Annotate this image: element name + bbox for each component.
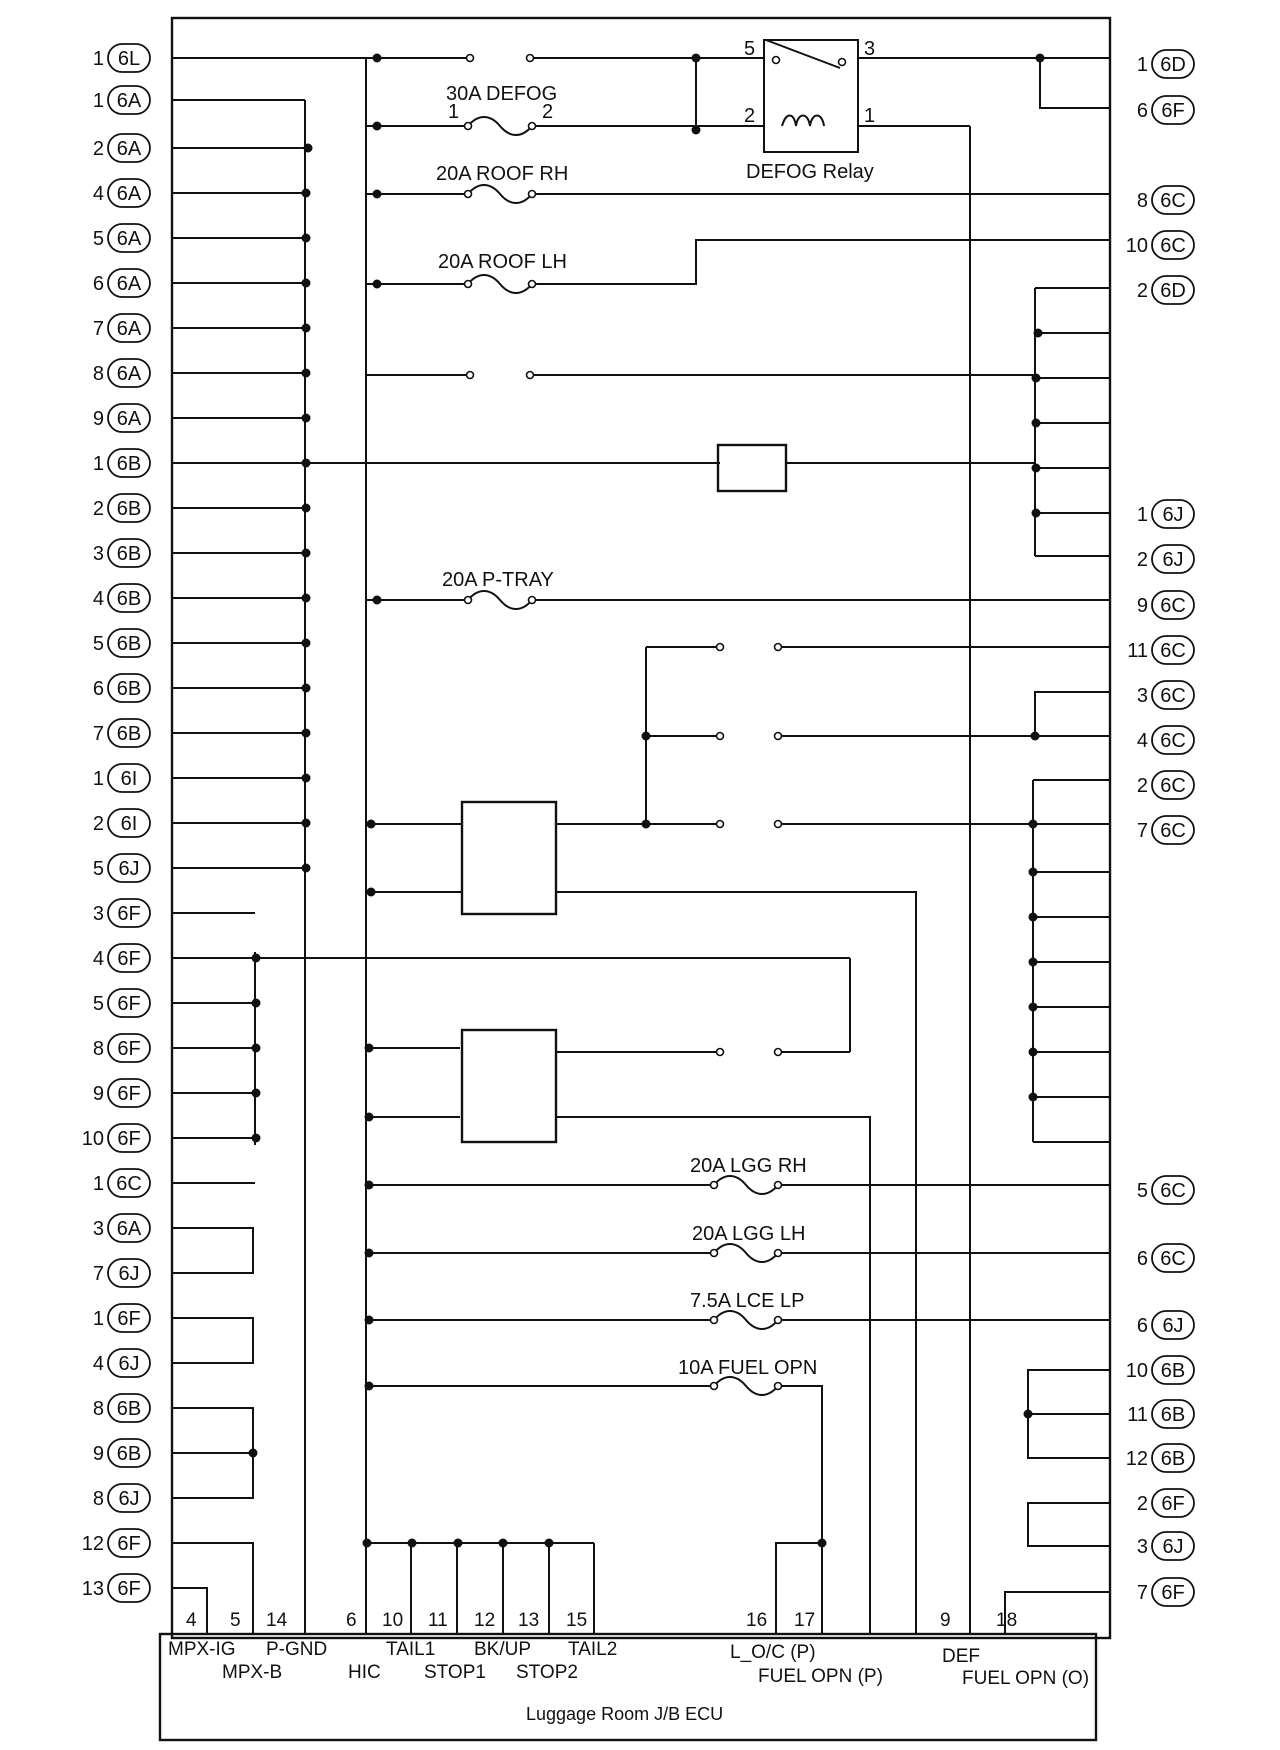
ecu-label-p-gnd: P-GND bbox=[266, 1639, 328, 1660]
connector-id: 6C bbox=[1160, 595, 1186, 617]
connector-pin-number: 7 bbox=[92, 1263, 104, 1285]
connector-pin-number: 1 bbox=[92, 1173, 104, 1195]
ecu-pin: 15 bbox=[566, 1610, 588, 1631]
connector-pin-number: 4 bbox=[92, 948, 104, 970]
connector-id: 6C bbox=[1160, 730, 1186, 752]
ecu-terminal-labels bbox=[168, 1639, 1089, 1724]
connector-id: 6A bbox=[116, 138, 142, 160]
connector-pin-number: 5 bbox=[1136, 1180, 1148, 1202]
right-connector bbox=[1137, 591, 1194, 619]
ecu-pin: 6 bbox=[346, 1610, 357, 1631]
connector-pin-number: 4 bbox=[92, 183, 104, 205]
left-connector bbox=[82, 1124, 150, 1152]
left-connector bbox=[93, 854, 150, 882]
connector-id: 6A bbox=[116, 1218, 142, 1240]
connector-id: 6B bbox=[116, 498, 142, 520]
connector-pin-number: 1 bbox=[1136, 504, 1148, 526]
connector-id: 6C bbox=[116, 1173, 142, 1195]
ecu-pin: 10 bbox=[382, 1610, 404, 1631]
right-connector bbox=[1137, 1311, 1194, 1339]
connector-id: 6I bbox=[120, 768, 138, 790]
left-connector bbox=[93, 719, 150, 747]
connector-pin-number: 11 bbox=[1127, 640, 1148, 662]
right-wiring bbox=[532, 58, 1110, 1634]
connector-pin-number: 7 bbox=[92, 723, 104, 745]
fuse-pin-a: 1 bbox=[448, 101, 460, 123]
left-connector bbox=[93, 1214, 150, 1242]
ecu-label-l-o-c: L_O/C (P) bbox=[730, 1642, 816, 1663]
connector-pin-number: 4 bbox=[92, 1353, 104, 1375]
ecu-pin: 13 bbox=[518, 1610, 540, 1631]
connector-pin-number: 2 bbox=[92, 138, 104, 160]
connector-id: 6B bbox=[116, 678, 142, 700]
right-connector bbox=[1127, 1400, 1194, 1428]
right-connector bbox=[1137, 681, 1194, 709]
ecu-label-mpx-b: MPX-B bbox=[222, 1662, 283, 1683]
ecu-label-fuel-opn-p: FUEL OPN (P) bbox=[758, 1666, 883, 1687]
left-connector bbox=[93, 1169, 150, 1197]
connector-id: 6B bbox=[116, 543, 142, 565]
connector-pin-number: 8 bbox=[92, 1488, 104, 1510]
left-connector bbox=[93, 944, 150, 972]
connector-pin-number: 8 bbox=[92, 363, 104, 385]
right-connector bbox=[1137, 276, 1194, 304]
connector-id: 6F bbox=[117, 903, 141, 925]
left-connector bbox=[93, 809, 150, 837]
fuse-label-30a-defog: 30A DEFOG bbox=[446, 83, 558, 105]
left-connector bbox=[93, 674, 150, 702]
connector-pin-number: 5 bbox=[92, 858, 104, 880]
connector-pin-number: 3 bbox=[92, 903, 104, 925]
right-connector bbox=[1137, 1489, 1194, 1517]
connector-pin-number: 7 bbox=[1136, 1582, 1148, 1604]
connector-id: 6F bbox=[117, 1128, 141, 1150]
connector-pin-number: 8 bbox=[92, 1398, 104, 1420]
connector-pin-number: 2 bbox=[1136, 549, 1148, 571]
connector-id: 6C bbox=[1160, 1180, 1186, 1202]
right-connector bbox=[1137, 500, 1194, 528]
connector-id: 6C bbox=[1160, 640, 1186, 662]
ecu-pin: 14 bbox=[266, 1610, 288, 1631]
left-connector bbox=[93, 1394, 150, 1422]
connector-pin-number: 2 bbox=[92, 498, 104, 520]
fuse-label-20a-p-tray: 20A P-TRAY bbox=[442, 569, 554, 591]
connector-pin-number: 6 bbox=[1136, 1315, 1148, 1337]
connector-pin-number: 6 bbox=[1136, 100, 1148, 122]
ecu-pin-numbers bbox=[186, 1610, 1017, 1631]
right-connector bbox=[1126, 1356, 1194, 1384]
modules bbox=[462, 445, 786, 1142]
connector-id: 6A bbox=[116, 408, 142, 430]
right-connector bbox=[1137, 1578, 1194, 1606]
connector-id: 6B bbox=[116, 633, 142, 655]
ecu-label-stop1: STOP1 bbox=[424, 1662, 486, 1683]
connector-pin-number: 4 bbox=[92, 588, 104, 610]
ecu-pin: 12 bbox=[474, 1610, 496, 1631]
connector-pin-number: 6 bbox=[92, 273, 104, 295]
connector-id: 6B bbox=[116, 453, 142, 475]
right-connector-labels bbox=[1126, 50, 1194, 1606]
connector-pin-number: 6 bbox=[92, 678, 104, 700]
connector-id: 6A bbox=[116, 183, 142, 205]
switch-contacts bbox=[467, 55, 782, 1056]
ecu-pin: 11 bbox=[428, 1610, 448, 1631]
connector-pin-number: 11 bbox=[1127, 1404, 1148, 1426]
left-connector bbox=[93, 629, 150, 657]
connector-id: 6F bbox=[117, 1308, 141, 1330]
left-connector bbox=[93, 179, 150, 207]
connector-id: 6J bbox=[118, 1353, 140, 1375]
connector-pin-number: 12 bbox=[81, 1533, 104, 1555]
right-connector bbox=[1137, 1532, 1194, 1560]
connector-pin-number: 2 bbox=[1136, 775, 1148, 797]
connector-pin-number: 3 bbox=[1136, 1536, 1148, 1558]
connector-pin-number: 1 bbox=[92, 48, 104, 70]
left-connector bbox=[93, 314, 150, 342]
connector-pin-number: 12 bbox=[1125, 1448, 1148, 1470]
connector-id: 6B bbox=[116, 1398, 142, 1420]
connector-pin-number: 9 bbox=[1136, 595, 1148, 617]
left-connector bbox=[93, 359, 150, 387]
left-connector bbox=[93, 86, 150, 114]
left-connector bbox=[93, 1034, 150, 1062]
connector-pin-number: 7 bbox=[1136, 820, 1148, 842]
right-connector bbox=[1137, 771, 1194, 799]
connector-id: 6C bbox=[1160, 775, 1186, 797]
relay-label: DEFOG Relay bbox=[746, 161, 874, 183]
connector-pin-number: 8 bbox=[1136, 190, 1148, 212]
connector-id: 6A bbox=[116, 273, 142, 295]
left-connector-labels bbox=[82, 44, 150, 1602]
fuse-label-20a-roof-lh: 20A ROOF LH bbox=[438, 251, 567, 273]
fuse-label-20a-roof-rh: 20A ROOF RH bbox=[436, 163, 569, 185]
connector-id: 6F bbox=[117, 993, 141, 1015]
ecu-label-bk-up: BK/UP bbox=[474, 1639, 532, 1660]
ecu-label-hic: HIC bbox=[348, 1662, 381, 1683]
connector-id: 6C bbox=[1160, 1248, 1186, 1270]
connector-pin-number: 4 bbox=[1136, 730, 1148, 752]
left-wiring bbox=[172, 58, 850, 1634]
ecu-name: Luggage Room J/B ECU bbox=[526, 1704, 724, 1724]
connector-id: 6A bbox=[116, 228, 142, 250]
connector-id: 6J bbox=[1162, 1315, 1184, 1337]
relay-pin-3: 3 bbox=[864, 38, 876, 60]
connector-id: 6C bbox=[1160, 685, 1186, 707]
right-connector bbox=[1137, 816, 1194, 844]
connector-pin-number: 7 bbox=[92, 318, 104, 340]
connector-id: 6B bbox=[116, 588, 142, 610]
connector-id: 6C bbox=[1160, 820, 1186, 842]
right-connector bbox=[1137, 1244, 1194, 1272]
ecu-pin: 17 bbox=[794, 1610, 816, 1631]
connector-pin-number: 1 bbox=[92, 453, 104, 475]
ecu-label-tail2: TAIL2 bbox=[568, 1639, 618, 1660]
left-connector bbox=[93, 269, 150, 297]
left-connector bbox=[93, 1349, 150, 1377]
connector-pin-number: 6 bbox=[1136, 1248, 1148, 1270]
relay-pin-1: 1 bbox=[864, 105, 876, 127]
left-connector bbox=[93, 1259, 150, 1287]
right-connector bbox=[1126, 1444, 1194, 1472]
connector-pin-number: 1 bbox=[92, 90, 104, 112]
connector-id: 6C bbox=[1160, 190, 1186, 212]
left-connector bbox=[93, 764, 150, 792]
right-connector bbox=[1137, 545, 1194, 573]
left-connector bbox=[93, 1079, 150, 1107]
ecu-label-tail1: TAIL1 bbox=[386, 1639, 436, 1660]
connector-id: 6A bbox=[116, 318, 142, 340]
connector-id: 6C bbox=[1160, 235, 1186, 257]
connector-pin-number: 3 bbox=[1136, 685, 1148, 707]
connector-pin-number: 10 bbox=[1125, 235, 1148, 257]
left-connector bbox=[93, 539, 150, 567]
connector-id: 6J bbox=[1162, 504, 1184, 526]
left-connector bbox=[93, 44, 150, 72]
fuse-pin-b: 2 bbox=[542, 101, 554, 123]
ecu-label-fuel-opn-o: FUEL OPN (O) bbox=[962, 1668, 1090, 1689]
ecu-pin: 4 bbox=[186, 1610, 197, 1631]
fuse-label-20a-lgg-lh: 20A LGG LH bbox=[692, 1223, 806, 1245]
left-connector bbox=[93, 899, 150, 927]
connector-id: 6B bbox=[116, 1443, 142, 1465]
connector-pin-number: 5 bbox=[92, 633, 104, 655]
left-connector bbox=[93, 584, 150, 612]
buses bbox=[255, 58, 1035, 1634]
right-connector bbox=[1126, 231, 1194, 259]
connector-pin-number: 13 bbox=[81, 1578, 104, 1600]
left-connector bbox=[82, 1529, 150, 1557]
fuse-symbols bbox=[465, 117, 782, 1395]
fuse-label-7-5a-lce-lp: 7.5A LCE LP bbox=[690, 1290, 805, 1312]
left-connector bbox=[93, 1484, 150, 1512]
connector-id: 6B bbox=[1160, 1360, 1186, 1382]
connector-id: 6F bbox=[117, 1578, 141, 1600]
ecu-pin: 18 bbox=[996, 1610, 1018, 1631]
left-connector bbox=[93, 494, 150, 522]
connector-id: 6F bbox=[117, 1533, 141, 1555]
connector-id: 6A bbox=[116, 363, 142, 385]
connector-pin-number: 5 bbox=[92, 993, 104, 1015]
left-connector bbox=[93, 134, 150, 162]
connector-id: 6F bbox=[1161, 100, 1185, 122]
connector-pin-number: 2 bbox=[1136, 280, 1148, 302]
connector-pin-number: 2 bbox=[1136, 1493, 1148, 1515]
fuse-label-20a-lgg-rh: 20A LGG RH bbox=[690, 1155, 807, 1177]
connector-id: 6D bbox=[1160, 280, 1186, 302]
right-connector bbox=[1137, 726, 1194, 754]
left-connector bbox=[93, 224, 150, 252]
left-connector bbox=[93, 404, 150, 432]
relay-pin-5: 5 bbox=[744, 38, 756, 60]
connector-pin-number: 10 bbox=[1125, 1360, 1148, 1382]
connector-pin-number: 9 bbox=[92, 1443, 104, 1465]
right-connector bbox=[1137, 1176, 1194, 1204]
connector-id: 6B bbox=[116, 723, 142, 745]
ecu-label-stop2: STOP2 bbox=[516, 1662, 578, 1683]
left-connector bbox=[93, 1439, 150, 1467]
ecu-label-def: DEF bbox=[942, 1646, 980, 1667]
connector-pin-number: 8 bbox=[92, 1038, 104, 1060]
connector-id: 6J bbox=[1162, 1536, 1184, 1558]
connector-id: 6F bbox=[117, 1038, 141, 1060]
left-connector bbox=[82, 1574, 150, 1602]
connector-id: 6F bbox=[117, 1083, 141, 1105]
connector-id: 6F bbox=[117, 948, 141, 970]
connector-pin-number: 10 bbox=[81, 1128, 104, 1150]
connector-id: 6B bbox=[1160, 1448, 1186, 1470]
connector-id: 6A bbox=[116, 90, 142, 112]
connector-id: 6L bbox=[117, 48, 141, 70]
connector-pin-number: 2 bbox=[92, 813, 104, 835]
connector-pin-number: 9 bbox=[92, 408, 104, 430]
connector-id: 6B bbox=[1160, 1404, 1186, 1426]
connector-pin-number: 5 bbox=[92, 228, 104, 250]
defog-relay bbox=[764, 40, 858, 152]
connector-id: 6D bbox=[1160, 54, 1186, 76]
connector-id: 6F bbox=[1161, 1493, 1185, 1515]
connector-pin-number: 9 bbox=[92, 1083, 104, 1105]
right-connector bbox=[1137, 50, 1194, 78]
fuse-label-10a-fuel-opn: 10A FUEL OPN bbox=[678, 1357, 818, 1379]
connector-pin-number: 1 bbox=[92, 768, 104, 790]
left-connector bbox=[93, 1304, 150, 1332]
left-connector bbox=[93, 989, 150, 1017]
right-connector bbox=[1137, 186, 1194, 214]
connector-id: 6J bbox=[118, 1263, 140, 1285]
ecu-pin: 9 bbox=[940, 1610, 951, 1631]
connector-id: 6I bbox=[120, 813, 138, 835]
connector-id: 6J bbox=[1162, 549, 1184, 571]
ecu-pin: 16 bbox=[746, 1610, 768, 1631]
connector-pin-number: 1 bbox=[92, 1308, 104, 1330]
ecu-label-mpx-ig: MPX-IG bbox=[168, 1639, 236, 1660]
connector-pin-number: 3 bbox=[92, 543, 104, 565]
connector-id: 6F bbox=[1161, 1582, 1185, 1604]
connector-pin-number: 1 bbox=[1136, 54, 1148, 76]
left-connector bbox=[93, 449, 150, 477]
ecu-pin: 5 bbox=[230, 1610, 241, 1631]
connector-id: 6J bbox=[118, 858, 140, 880]
right-connector bbox=[1127, 636, 1194, 664]
right-connector bbox=[1137, 96, 1194, 124]
relay-pin-2: 2 bbox=[744, 105, 756, 127]
connector-id: 6J bbox=[118, 1488, 140, 1510]
connector-pin-number: 3 bbox=[92, 1218, 104, 1240]
